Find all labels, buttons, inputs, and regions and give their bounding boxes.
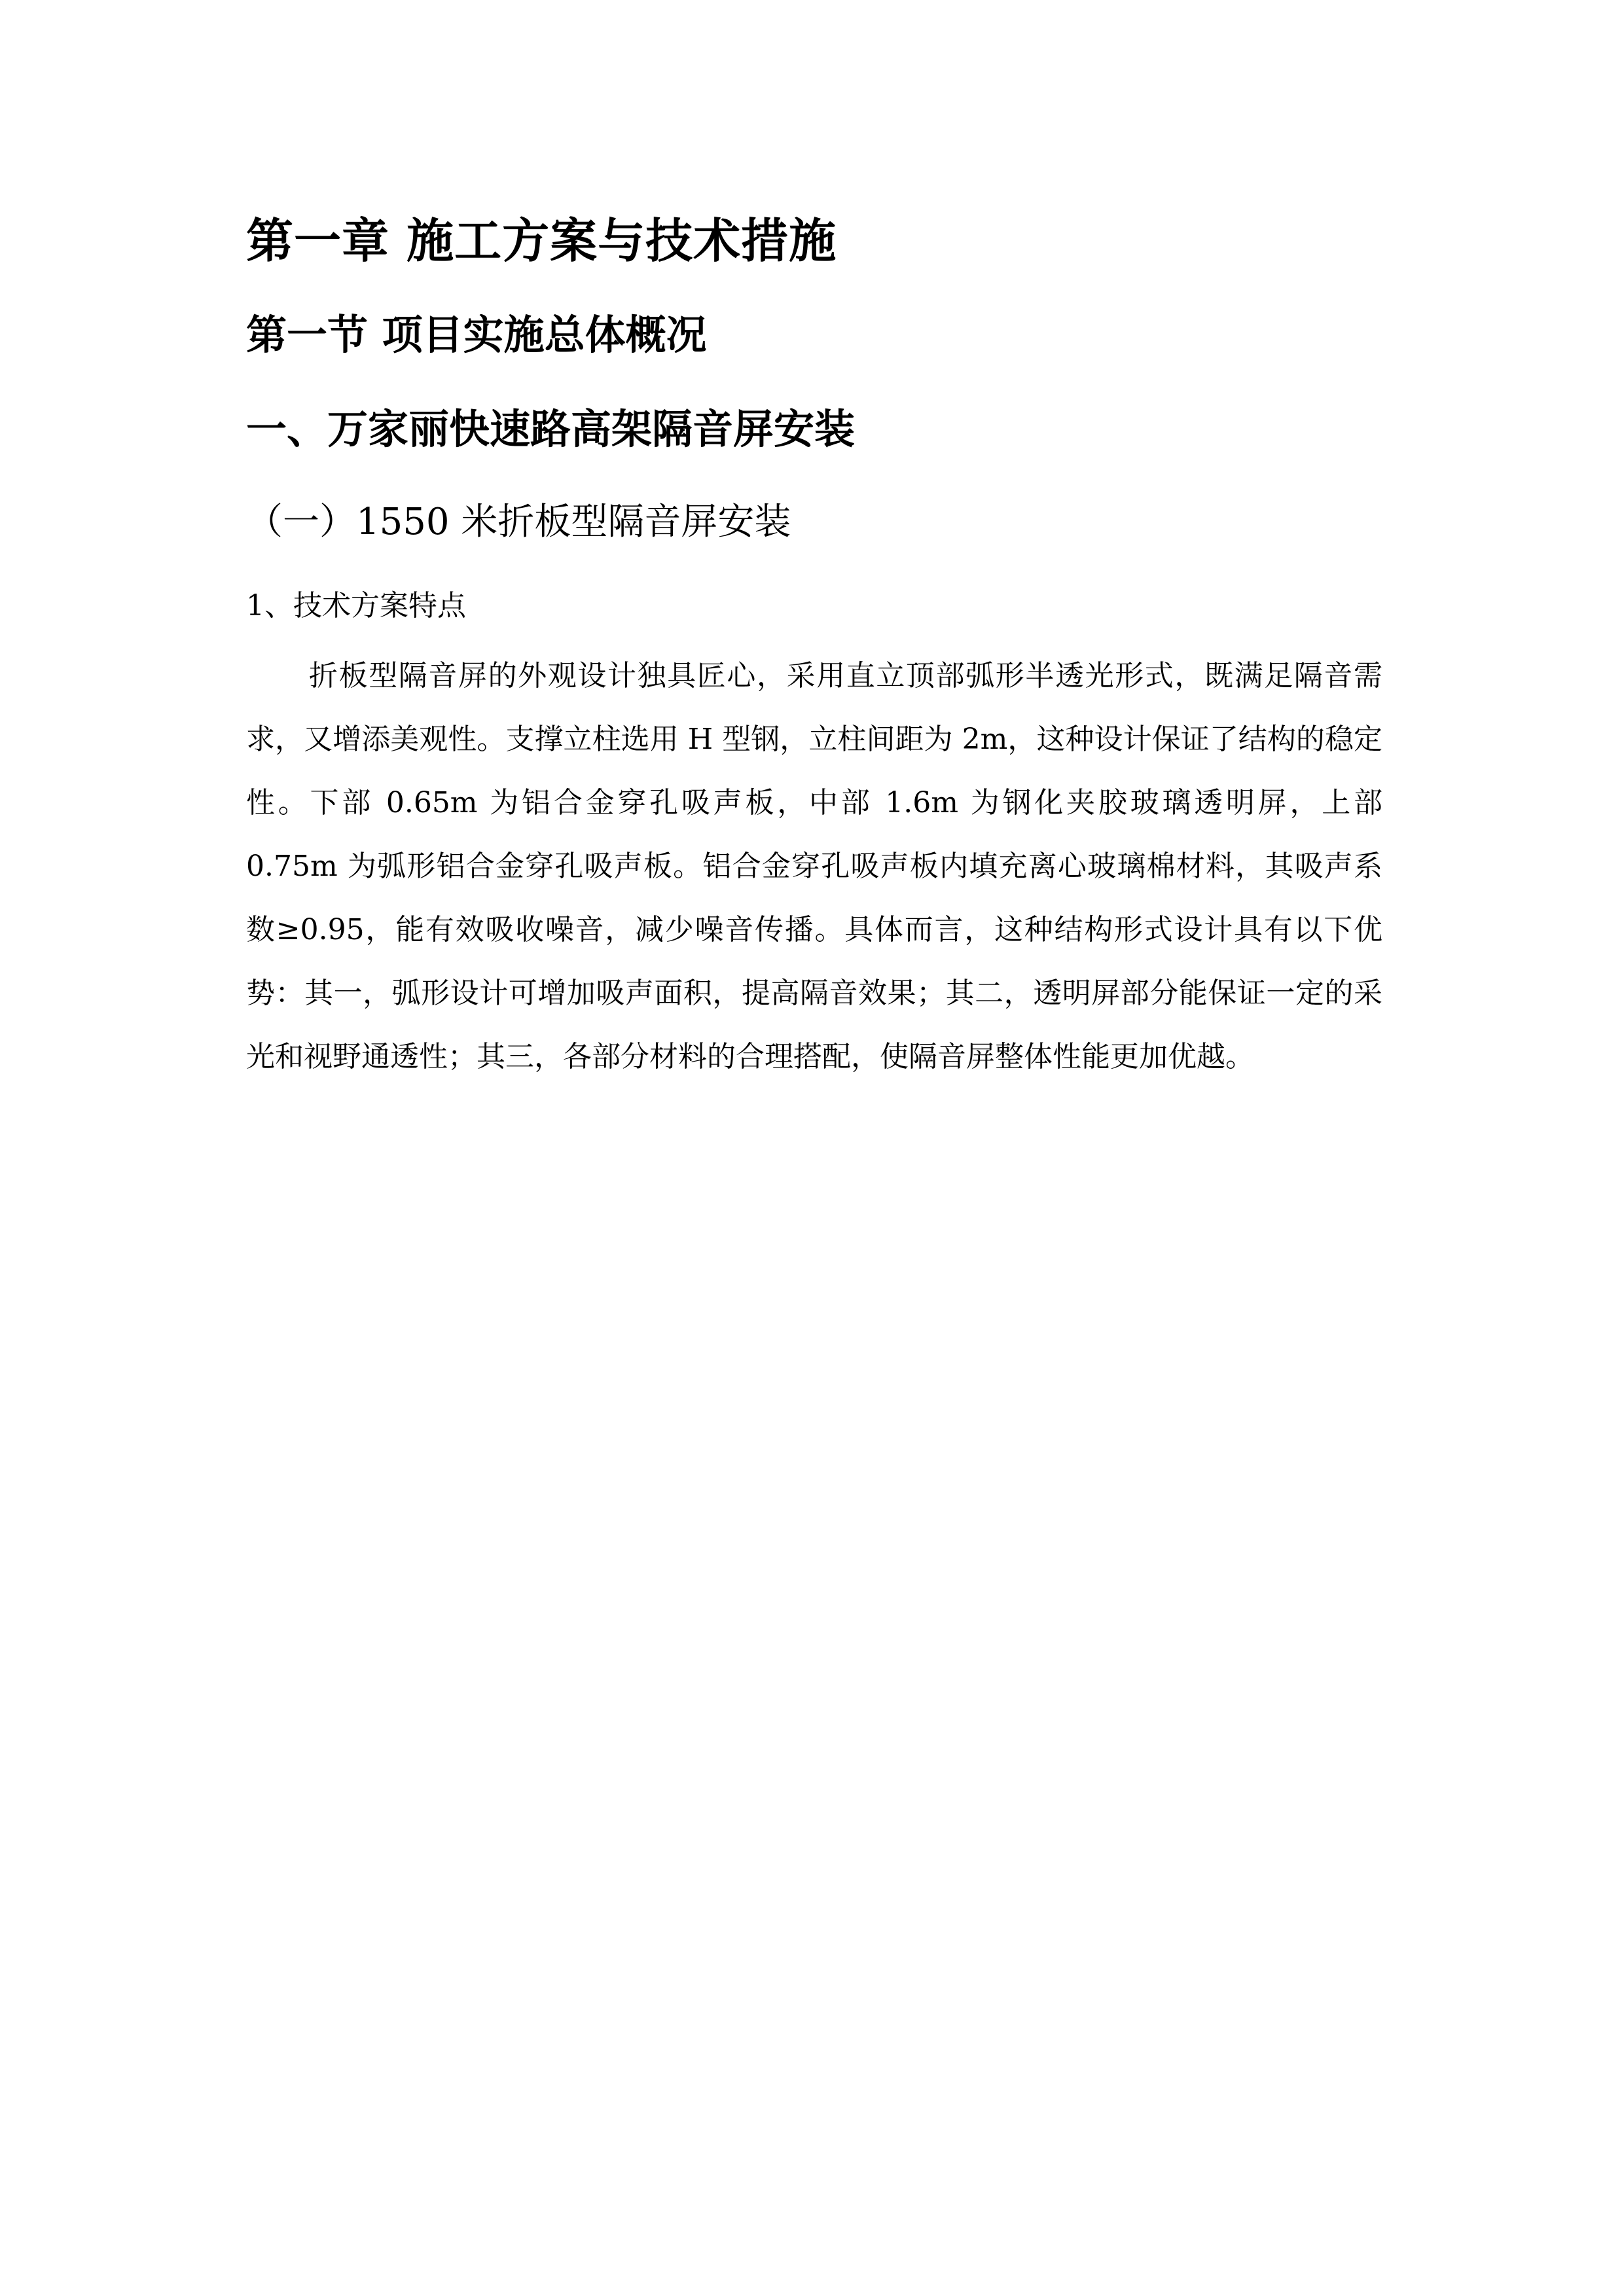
chapter-title: 第一章 施工方案与技术措施: [246, 213, 837, 268]
point-title: 1、技术方案特点: [246, 589, 466, 622]
item-title: （一）1550 米折板型隔音屏安装: [246, 501, 791, 543]
subsection-title: 一、万家丽快速路高架隔音屏安装: [246, 405, 856, 453]
body-paragraph: 折板型隔音屏的外观设计独具匠心，采用直立顶部弧形半透光形式，既满足隔音需求，又增添美观性。支撑立柱选用 H 型钢，立柱间距为 2m，这种设计保证了结构的稳定性。下部 0.65m 为铝合金穿孔吸声板，中部 1.6m 为钢化夹胶玻璃透明屏，上部 0.75m 为弧形铝合金穿孔吸声板。铝合金穿孔吸声板内填充离心玻璃棉材料，其吸声系数≥0.95，能有效吸收噪音，减少噪音传播。具体而言，这种结构形式设计具有以下优势：其一，弧形设计可增加吸声面积，提高隔音效果；其二，透明屏部分能保证一定的采光和视野通透性；其三，各部分材料的合理搭配，使隔音屏整体性能更加优越。: [246, 659, 1382, 1073]
document-body: [246, 209, 1382, 1088]
section-title: 第一节 项目实施总体概况: [246, 311, 707, 359]
